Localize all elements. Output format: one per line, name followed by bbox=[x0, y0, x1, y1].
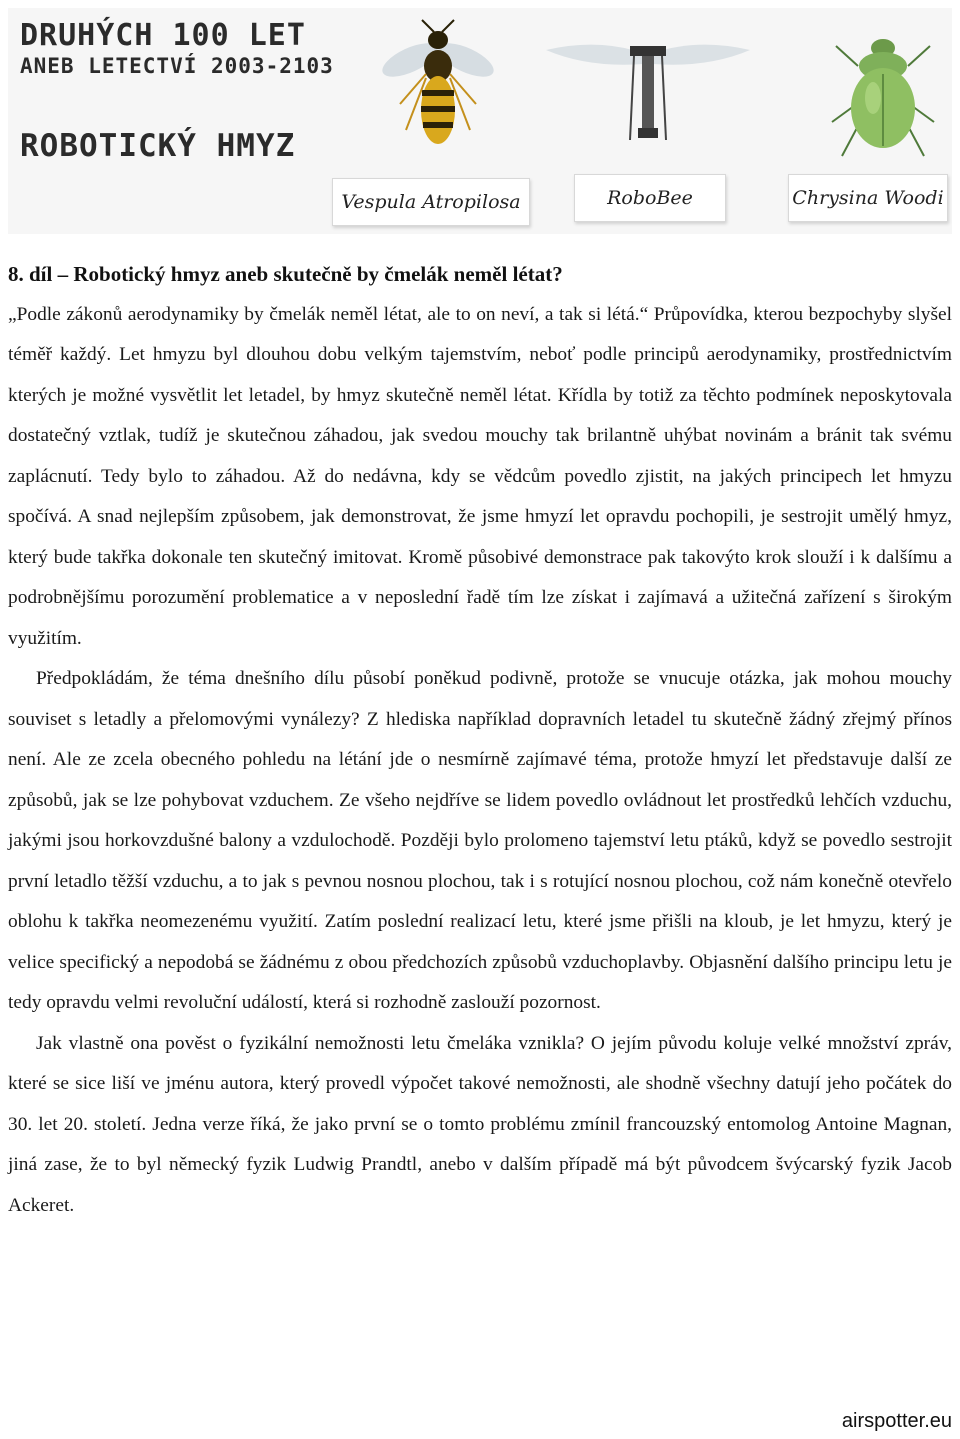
beetle-image bbox=[828, 26, 938, 166]
article-paragraph: „Podle zákonů aerodynamiky by čmelák neměl létat, ale to on neví, a tak si létá.“ Průpovídka, kterou bezpochyby slyšel téměř každý. Let hmyzu byl dlouhou dobu velkým tajemstvím, neboť podle principů aerodynamiky, prostřednictvím kterých je možné vysvětlit let letadel, by hmyz skutečně neměl létat. Křídla by totiž za těchto podmínek neposkytovala dostatečný vztlak, tudíž je skutečnou záhadou, jak svedou mouchy tak brilantně uhýbat novinám a bránit tak svému zaplácnutí. Tedy bylo to záhadou. Až do nedávna, kdy se vědcům povedlo zjistit, na jakých principech let hmyzu spočívá. A snad nejlepším způsobem, jak demonstrovat, že jsme hmyzí let opravdu pochopili, je sestrojit umělý hmyz, který bude takřka dokonale ten skutečný imitovat. Kromě působivé demonstrace pak takovýto krok slouží i k dalšímu a podrobnějšímu porozumění problematice a v neposlední řadě tím lze získat i zajímavá a užitečná zařízení s širokým využitím. bbox=[8, 303, 952, 649]
robobee-image bbox=[538, 28, 758, 158]
article-paragraph: Předpokládám, že téma dnešního dílu působí poněkud podivně, protože se vnucuje otázka, jak mohou mouchy souviset s letadly a přelomovými vynálezy? Z hlediska například dopravních letadel tu skutečně žádný zřejmý přínos není. Ale ze zcela obecného pohledu na létání jde o nesmírně zajímavé téma, protože hmyzí let představuje další ze způsobů, jak se lze pohybovat vzduchem. Ze všeho nejdříve se lidem povedlo ovládnout let prostředků lehčích vzduchu, jakými jsou horkovzdušné balony a vzdulochodě. Později bylo prolomeno tajemství letu ptáků, když se povedlo sestrojit první letadlo těžší vzduchu, a to jak s pevnou nosnou plochou, tak i s rotující nosnou plochou, což nám konečně otevřelo oblohu k takřka neomezenému využití. Zatím poslední realizací letu, které jsme přišli na kloub, je let hmyzu, který je velice specifický a nepodobá se žádnému z obou předchozích způsobů vzduchoplavby. Objasnění dalšího principu letu je tedy opravdu velmi revoluční událostí, která si rozhodně zaslouží pozornost. bbox=[8, 668, 952, 1013]
footer-site-link[interactable]: airspotter.eu bbox=[841, 1410, 952, 1432]
label-robobee: RoboBee bbox=[574, 174, 726, 222]
label-vespula: Vespula Atropilosa bbox=[332, 178, 530, 226]
header-banner bbox=[8, 8, 952, 234]
banner-topic: ROBOTICKÝ HMYZ bbox=[20, 128, 296, 164]
banner-subtitle: ANEB LETECTVÍ 2003-2103 bbox=[20, 54, 334, 78]
banner-title: DRUHÝCH 100 LET bbox=[20, 18, 306, 53]
label-chrysina: Chrysina Woodi bbox=[788, 174, 948, 222]
article-heading: 8. díl – Robotický hmyz aneb skutečně by čmelák neměl létat? bbox=[8, 262, 563, 286]
article-paragraph: Jak vlastně ona pověst o fyzikální nemožnosti letu čmeláka vznikla? O jejím původu koluje velké množství zpráv, které se sice liší ve jménu autora, který provedl výpočet takové nemožnosti, ale shodně všechny datují jeho počátek do 30. let 20. století. Jedna verze říká, že jako první se o tomto problému zmínil francouzský entomolog Antoine Magnan, jiná zase, že to byl německý fyzik Ludwig Prandtl, anebo v dalším případě má být původcem švýcarský fyzik Jacob Ackeret. bbox=[8, 1032, 952, 1216]
article-body bbox=[8, 254, 952, 1226]
wasp-image bbox=[378, 18, 498, 168]
